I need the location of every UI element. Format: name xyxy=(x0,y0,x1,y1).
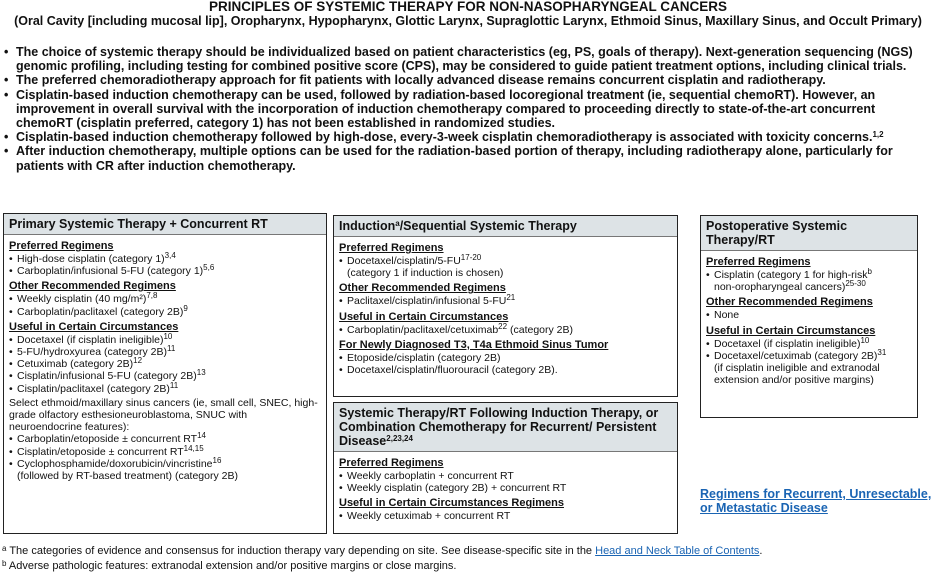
section-heading: Preferred Regimens xyxy=(9,240,321,253)
intro-bullet: • After induction chemotherapy, multiple options can be used for the radiation-based portion of therapy, including radiotherapy alone, particularly for patients with CR after induction chemotherapy. xyxy=(4,144,932,172)
section-heading: Useful in Certain Circumstances xyxy=(706,325,912,338)
box-title: Primary Systemic Therapy + Concurrent RT xyxy=(4,214,326,235)
section-heading: Useful in Certain Circumstances xyxy=(339,311,672,324)
regimen-item: • Weekly carboplatin + concurrent RT xyxy=(339,470,672,482)
intro-bullet: • The preferred chemoradiotherapy approach for fit patients with locally advanced disease remains concurrent cisplatin and radiotherapy. xyxy=(4,73,932,87)
box-title: Induction$^a$/Sequential Systemic Therapy xyxy=(334,216,677,237)
intro-bullet: • Cisplatin-based induction chemotherapy can be used, followed by radiation-based locoregional treatment (ie, sequential chemoRT). However, an improvement in overall survival with the incorporation of induction chemotherapy compared to proceeding directly to state-of-the-art concurrent chemoRT (cisplatin preferred, category 1) has not been established in randomized studies. xyxy=(4,88,932,131)
regimen-item: • Cisplatin/paclitaxel (category 2B)$^{11}$ xyxy=(9,383,321,395)
section-heading: Useful in Certain Circumstances xyxy=(9,321,321,334)
regimen-item: • Cisplatin (category 1 for high-risk$^b$ non-oropharyngeal cancers)$^{25-30}$ xyxy=(706,269,912,293)
footnotes xyxy=(2,543,932,572)
box-title: Systemic Therapy/RT Following Induction Therapy, or Combination Chemotherapy for Recurrent/ Persistent Disease$^{2,23,24}$ xyxy=(334,403,677,452)
postoperative-therapy-box xyxy=(700,215,918,418)
induction-therapy-box xyxy=(333,215,678,397)
regimen-item: • Carboplatin/etoposide ± concurrent RT$^{14}$ xyxy=(9,433,321,445)
section-heading: Other Recommended Regimens xyxy=(706,296,912,309)
regimen-item: • Carboplatin/infusional 5-FU (category 1)$^{5,6}$ xyxy=(9,265,321,277)
regimen-item: • Paclitaxel/cisplatin/infusional 5-FU$^{21}$ xyxy=(339,295,672,307)
section-heading: Other Recommended Regimens xyxy=(339,282,672,295)
regimen-item: • 5-FU/hydroxyurea (category 2B)$^{11}$ xyxy=(9,346,321,358)
regimen-item: • Docetaxel (if cisplatin ineligible)$^{10}$ xyxy=(706,338,912,350)
section-heading: Useful in Certain Circumstances Regimens xyxy=(339,497,672,510)
regimen-item: • Docetaxel/cetuximab (category 2B)$^{31}$ (if cisplatin ineligible and extranodal extension and/or positive margins) xyxy=(706,350,912,387)
page-title: PRINCIPLES OF SYSTEMIC THERAPY FOR NON-NASOPHARYNGEAL CANCERS xyxy=(0,0,936,14)
intro-bullet: • Cisplatin-based induction chemotherapy followed by high-dose, every-3-week cisplatin chemoradiotherapy is associated with toxicity concerns.$^{1,2}$ xyxy=(4,130,932,144)
page-subtitle: (Oral Cavity [including mucosal lip], Oropharynx, Hypopharynx, Glottic Larynx, Supraglottic Larynx, Ethmoid Sinus, Maxillary Sinus, and Occult Primary) xyxy=(0,14,936,28)
recurrent-regimens-link[interactable]: Regimens for Recurrent, Unresectable, or Metastatic Disease xyxy=(700,487,936,515)
select-note: Select ethmoid/maxillary sinus cancers (ie, small cell, SNEC, high-grade olfactory esthesioneuroblastoma, SNUC with neuroendocrine features): xyxy=(9,397,321,434)
regimen-item: • Docetaxel (if cisplatin ineligible)$^{10}$ xyxy=(9,334,321,346)
regimen-item: • Weekly cetuximab + concurrent RT xyxy=(339,510,672,522)
regimen-item: • Cyclophosphamide/doxorubicin/vincristine$^{16}$ (followed by RT-based treatment) (category 2B) xyxy=(9,458,321,482)
intro-bullet: • The choice of systemic therapy should be individualized based on patient characteristics (eg, PS, goals of therapy). Next-generation sequencing (NGS) genomic profiling, including testing for combined positive score (CPS), may be considered to guide patient treatment options, including clinical trials. xyxy=(4,45,932,73)
reference-sup: 1,2 xyxy=(872,130,883,139)
regimen-item: • Docetaxel/cisplatin/5-FU$^{17-20}$ (category 1 if induction is chosen) xyxy=(339,255,672,279)
regimen-item: • None xyxy=(706,309,912,321)
section-heading: Preferred Regimens xyxy=(706,256,912,269)
regimen-item: • Weekly cisplatin (category 2B) + concurrent RT xyxy=(339,482,672,494)
section-heading: For Newly Diagnosed T3, T4a Ethmoid Sinus Tumor xyxy=(339,339,672,352)
section-heading: Other Recommended Regimens xyxy=(9,280,321,293)
footnote-b: $^b$ Adverse pathologic features: extranodal extension and/or positive margins or close margins. xyxy=(2,558,932,572)
regimen-item: • Cisplatin/infusional 5-FU (category 2B)$^{13}$ xyxy=(9,370,321,382)
primary-therapy-box xyxy=(3,213,327,534)
following-induction-box xyxy=(333,402,678,534)
regimen-item: • Cisplatin/etoposide ± concurrent RT$^{14,15}$ xyxy=(9,446,321,458)
regimen-item: • Carboplatin/paclitaxel (category 2B)$^9$ xyxy=(9,306,321,318)
toc-link[interactable]: Head and Neck Table of Contents xyxy=(595,545,759,557)
regimen-item: • Carboplatin/paclitaxel/cetuximab$^{22}$ (category 2B) xyxy=(339,324,672,336)
regimen-item: • Etoposide/cisplatin (category 2B) xyxy=(339,352,672,364)
footnote-a: $^a$ The categories of evidence and consensus for induction therapy vary depending on site. See disease-specific site in the Head and Neck Table of Contents. xyxy=(2,543,932,558)
box-title: Postoperative Systemic Therapy/RT xyxy=(701,216,917,251)
section-heading: Preferred Regimens xyxy=(339,242,672,255)
regimen-item: • Cetuximab (category 2B)$^{12}$ xyxy=(9,358,321,370)
regimen-item: • Docetaxel/cisplatin/fluorouracil (category 2B). xyxy=(339,364,672,376)
section-heading: Preferred Regimens xyxy=(339,457,672,470)
intro-bullets xyxy=(4,45,932,173)
regimen-item: • High-dose cisplatin (category 1)$^{3,4}$ xyxy=(9,253,321,265)
regimen-item: • Weekly cisplatin (40 mg/m²)$^{7,8}$ xyxy=(9,293,321,305)
